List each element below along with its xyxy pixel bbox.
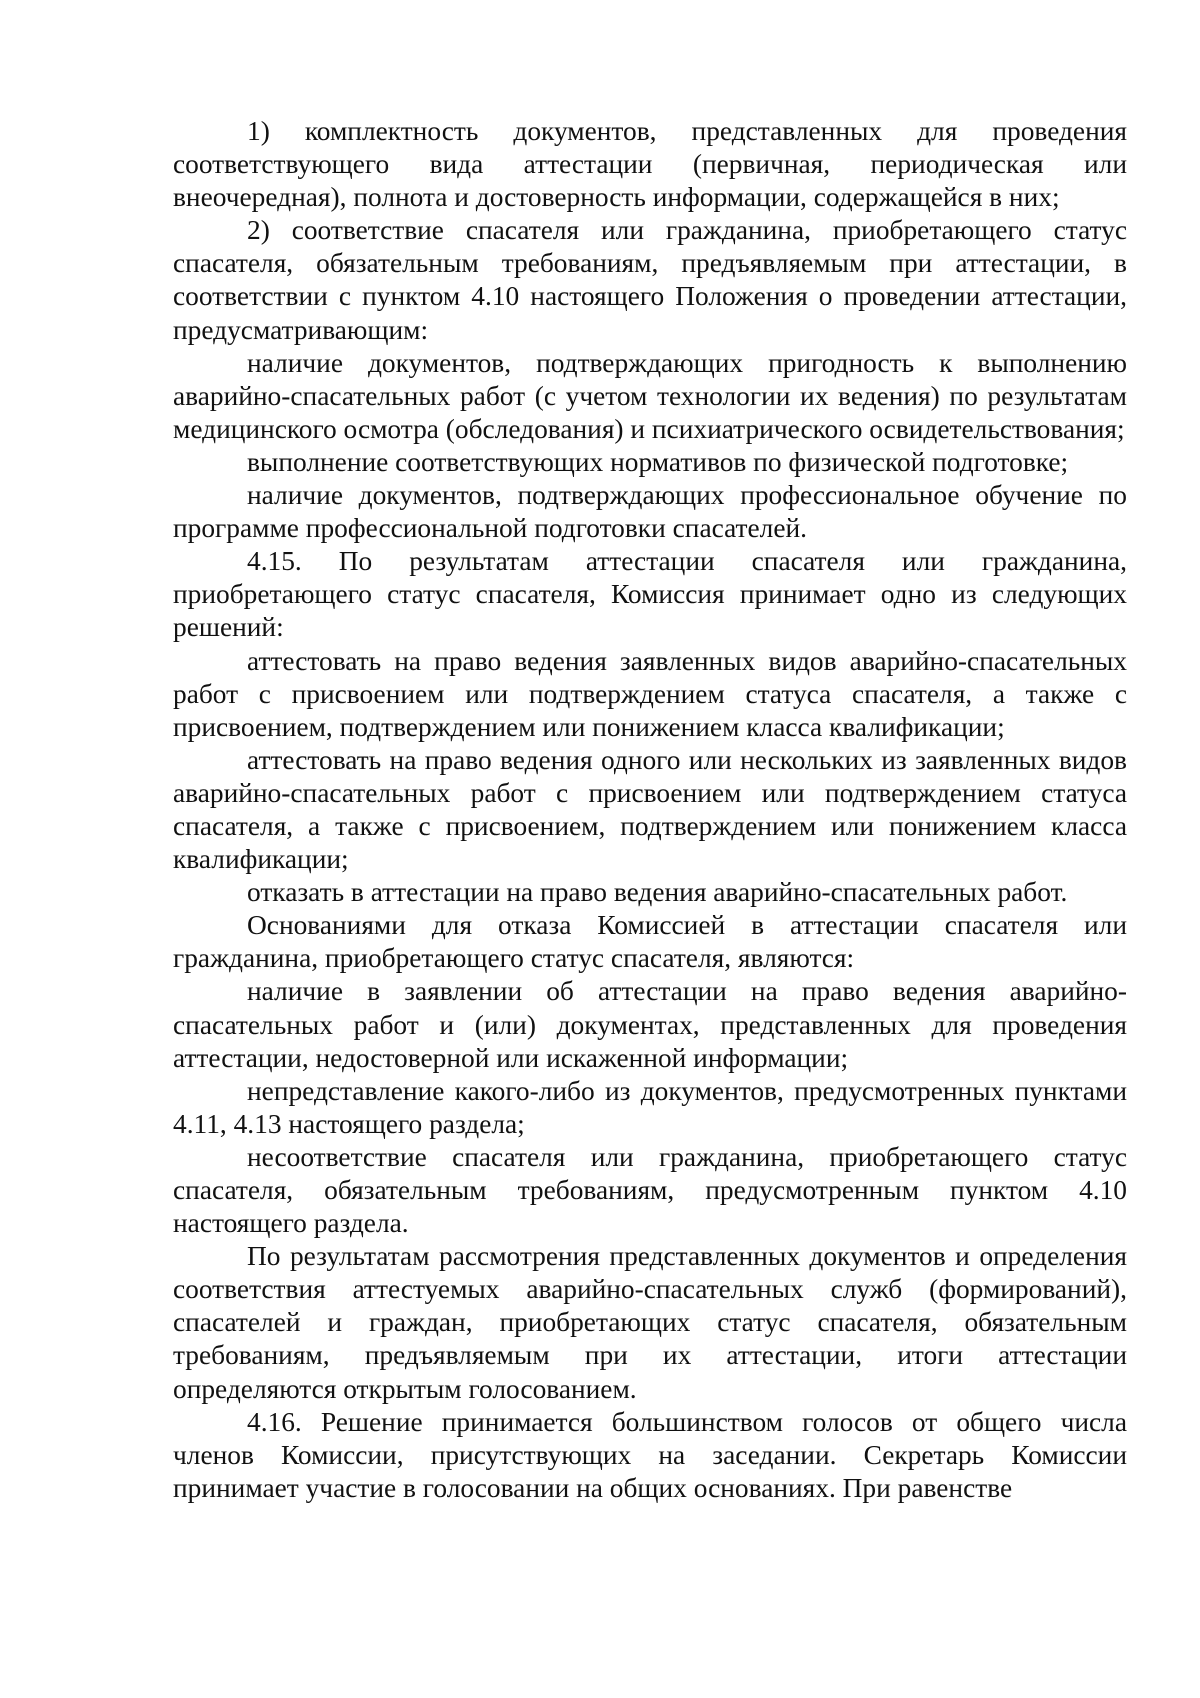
paragraph-decision-certify-all: аттестовать на право ведения заявленных видов аварийно-спасательных работ с присвоением или подтверждением статуса спасателя, а также с присвоением, подтверждением или понижением класса квалификации;	[173, 645, 1127, 742]
paragraph-training-documents: наличие документов, подтверждающих профессиональное обучение по программе профессиональной подготовки спасателей.	[173, 480, 1127, 544]
paragraph-ground-noncompliance: несоответствие спасателя или гражданина, приобретающего статус спасателя, обязательным требованиям, предусмотренным пунктом 4.10 настоящего раздела.	[173, 1141, 1127, 1239]
paragraph-decision-certify-some: аттестовать на право ведения одного или нескольких из заявленных видов аварийно-спасательных работ с присвоением или подтверждением статуса спасателя, а также с присвоением, подтверждением или понижением класса квалификации;	[173, 744, 1127, 875]
paragraph-ground-false-info: наличие в заявлении об аттестации на право ведения аварийно-спасательных работ и (или) документах, представленных для проведения аттестации, недостоверной или искаженной информации;	[173, 976, 1127, 1073]
paragraph-voting-results: По результатам рассмотрения представленных документов и определения соответствия аттестуемых аварийно-спасательных служб (формирований), спасателей и граждан, приобретающих статус спасателя, обязательным требованиям, предъявляемым при их аттестации, итоги аттестации определяются открытым голосованием.	[173, 1241, 1127, 1404]
paragraph-refusal-grounds: Основаниями для отказа Комиссией в аттестации спасателя или гражданина, приобретающего статус спасателя, являются:	[173, 910, 1127, 974]
paragraph-compliance: 2) соответствие спасателя или гражданина, приобретающего статус спасателя, обязательным требованиям, предъявляемым при аттестации, в соответствии с пунктом 4.10 настоящего Положения о проведении аттестации, предусматривающим:	[173, 215, 1127, 345]
paragraph-4-16: 4.16. Решение принимается большинством голосов от общего числа членов Комиссии, присутствующих на заседании. Секретарь Комиссии принимает участие в голосовании на общих основаниях. При равенстве	[173, 1406, 1127, 1503]
paragraph-4-15: 4.15. По результатам аттестации спасателя или гражданина, приобретающего статус спасателя, Комиссия принимает одно из следующих решений:	[173, 546, 1127, 643]
document-page	[173, 115, 1127, 1505]
paragraph-ground-missing-docs: непредставление какого-либо из документов, предусмотренных пунктами 4.11, 4.13 настоящего раздела;	[173, 1075, 1127, 1139]
paragraph-completeness: 1) комплектность документов, представленных для проведения соответствующего вида аттестации (первичная, периодическая или внеочередная), полнота и достоверность информации, содержащейся в них;	[173, 116, 1127, 213]
paragraph-decision-refuse: отказать в аттестации на право ведения аварийно-спасательных работ.	[247, 877, 1068, 908]
paragraph-physical-standards: выполнение соответствующих нормативов по физической подготовке;	[247, 446, 1069, 477]
paragraph-medical-documents: наличие документов, подтверждающих пригодность к выполнению аварийно-спасательных работ (с учетом технологии их ведения) по результатам медицинского осмотра (обследования) и психиатрического освидетельствования;	[173, 347, 1127, 444]
